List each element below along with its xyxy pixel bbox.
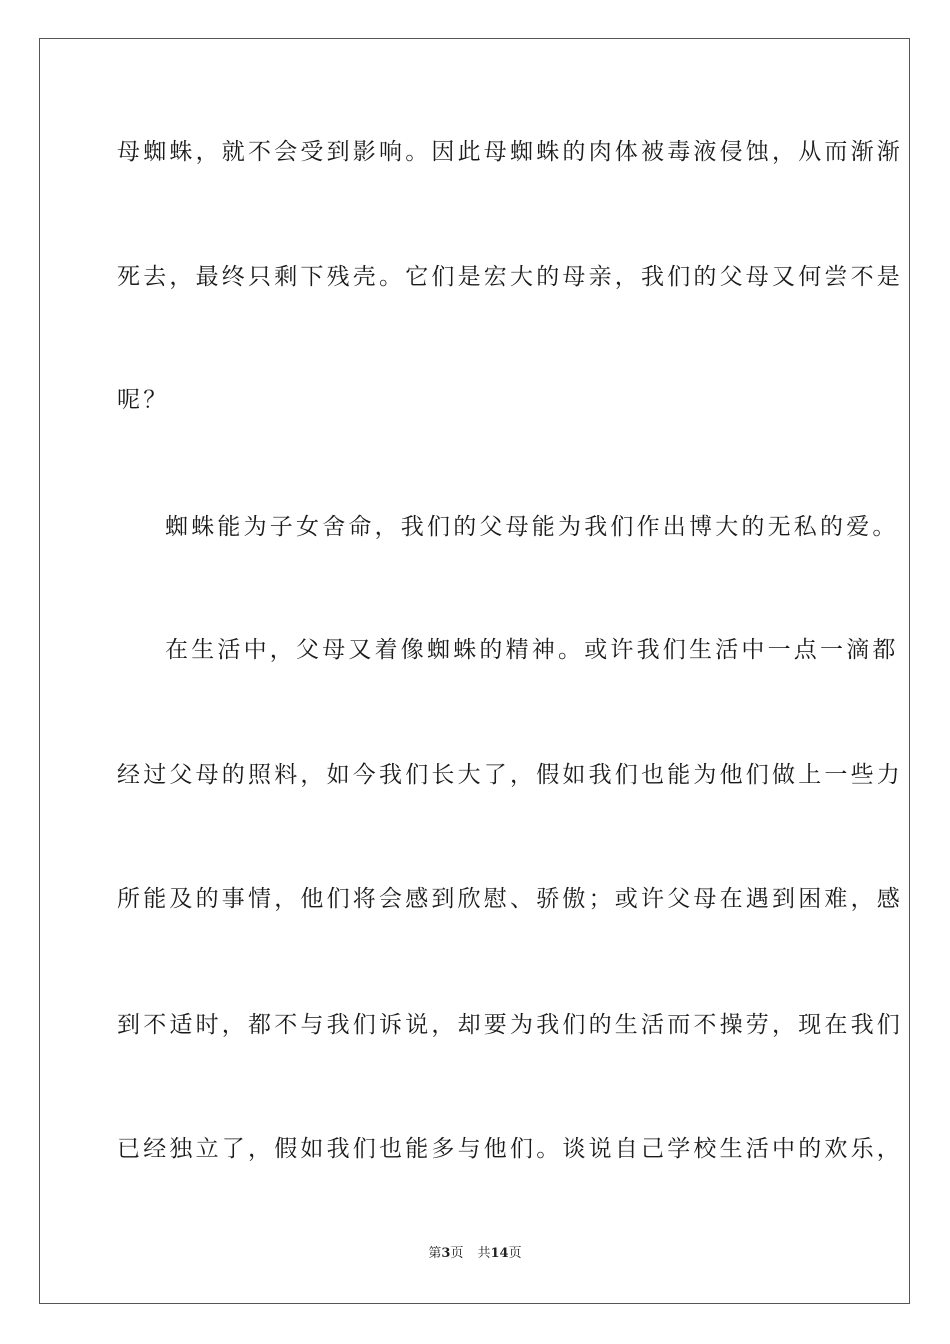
- text-line: 经过父母的照料，如今我们长大了，假如我们也能为他们做上一些力: [117, 762, 903, 788]
- text-line: 呢？: [117, 387, 170, 413]
- total-pages: 14: [490, 1246, 509, 1261]
- page-footer: [0, 1245, 950, 1263]
- text-line: 到不适时，都不与我们诉说，却要为我们的生活而不操劳，现在我们: [117, 1012, 903, 1038]
- text-line: 母蜘蛛，就不会受到影响。因此母蜘蛛的肉体被毒液侵蚀，从而渐渐: [117, 139, 903, 165]
- page-border: [39, 38, 910, 1304]
- page-prefix: 第: [428, 1246, 442, 1261]
- total-suffix: 页: [508, 1246, 522, 1261]
- total-prefix: 共: [477, 1246, 491, 1261]
- paragraph-first-line: 蜘蛛能为子女舍命，我们的父母能为我们作出博大的无私的爱。: [165, 514, 899, 540]
- paragraph-first-line: 在生活中，父母又着像蜘蛛的精神。或许我们生活中一点一滴都: [165, 637, 899, 663]
- text-line: 所能及的事情，他们将会感到欣慰、骄傲；或许父母在遇到困难，感: [117, 886, 903, 912]
- page-number: 3: [441, 1246, 451, 1261]
- page-suffix: 页: [450, 1246, 464, 1261]
- text-line: 已经独立了，假如我们也能多与他们。谈说自己学校生活中的欢乐，: [117, 1136, 903, 1162]
- text-line: 死去，最终只剩下残壳。它们是宏大的母亲，我们的父母又何尝不是: [117, 264, 903, 290]
